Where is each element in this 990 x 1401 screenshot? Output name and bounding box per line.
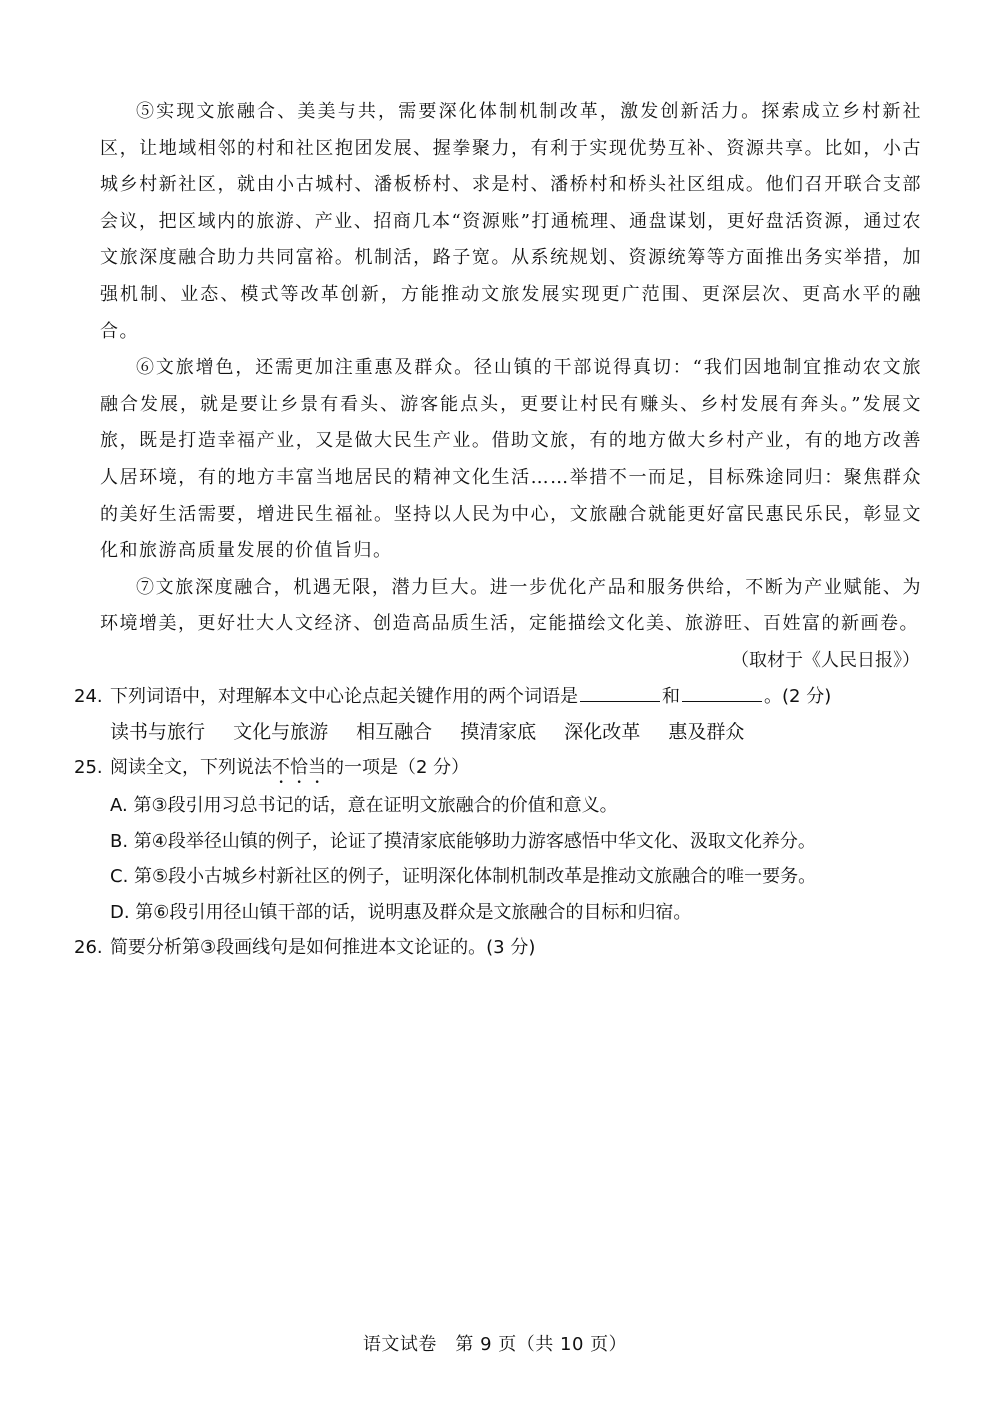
answer-blank-2[interactable] bbox=[682, 683, 762, 702]
question-text-and: 和 bbox=[662, 685, 680, 707]
word-option: 深化改革 bbox=[564, 720, 641, 743]
page-footer: 语文试卷 第 9 页（共 10 页） bbox=[362, 1334, 628, 1355]
paragraph-5: ⑤实现文旅融合、美美与共，需要深化体制机制改革，激发创新活力。探索成立乡村新社区，让地域相邻的村和社区抱团发展、握拳聚力，有利于实现优势互补、资源共享。比如，小古城乡村新社区，就由小古城村、潘板桥村、求是村、潘桥村和桥头社区组成。他们召开联合支部会议，把区域内的旅游、产业、招商几本“资源账”打通梳理、通盘谋划，更好盘活资源，通过农文旅深度融合助力共同富裕。机制活，路子宽。从系统规划、资源统筹等方面推出务实举措，加强机制、业态、模式等改革创新，方能推动文旅发展实现更广范围、更深层次、更高水平的融合。 bbox=[100, 101, 922, 342]
question-points: 。(2 分) bbox=[764, 685, 832, 707]
emphasized-text: 不恰当 bbox=[272, 756, 326, 778]
answer-blank-1[interactable] bbox=[580, 683, 660, 702]
option-c[interactable]: C. 第⑤段小古城乡村新社区的例子，证明深化体制机制改革是推动文旅融合的唯一要务。 bbox=[110, 866, 817, 888]
question-number: 24. bbox=[74, 685, 103, 707]
word-option: 摸清家底 bbox=[460, 720, 537, 743]
word-options bbox=[110, 714, 922, 750]
exam-page bbox=[74, 94, 922, 965]
question-number: 25. bbox=[74, 756, 103, 778]
question-number: 26. bbox=[74, 937, 103, 959]
word-option: 相互融合 bbox=[356, 720, 433, 743]
option-b[interactable]: B. 第④段举径山镇的例子，论证了摸清家底能够助力游客感悟中华文化、汲取文化养分。 bbox=[110, 830, 816, 852]
question-24 bbox=[74, 679, 922, 714]
question-text-end: 的一项是（2 分） bbox=[326, 756, 470, 778]
word-option: 惠及群众 bbox=[668, 720, 745, 743]
word-option: 文化与旅游 bbox=[233, 720, 329, 743]
question-text: 下列词语中，对理解本文中心论点起关键作用的两个词语是 bbox=[110, 685, 578, 707]
source-citation: （取材于《人民日报》） bbox=[731, 649, 920, 671]
word-option: 读书与旅行 bbox=[110, 720, 206, 743]
question-25 bbox=[74, 750, 922, 788]
question-text: 阅读全文，下列说法 bbox=[110, 756, 272, 778]
question-text: 简要分析第③段画线句是如何推进本文论证的。(3 分) bbox=[110, 937, 536, 959]
paragraph-7: ⑦文旅深度融合，机遇无限，潜力巨大。进一步优化产品和服务供给，不断为产业赋能、为环境增美，更好壮大人文经济、创造高品质生活，定能描绘文化美、旅游旺、百姓富的新画卷。 bbox=[100, 576, 922, 635]
option-d[interactable]: D. 第⑥段引用径山镇干部的话，说明惠及群众是文旅融合的目标和归宿。 bbox=[110, 901, 692, 923]
question-26 bbox=[74, 930, 922, 965]
option-a[interactable]: A. 第③段引用习总书记的话，意在证明文旅融合的价值和意义。 bbox=[110, 794, 618, 816]
paragraph-6: ⑥文旅增色，还需更加注重惠及群众。径山镇的干部说得真切：“我们因地制宜推动农文旅融合发展，就是要让乡景有看头、游客能点头，更要让村民有赚头、乡村发展有奔头。”发展文旅，既是打造幸福产业，又是做大民生产业。借助文旅，有的地方做大乡村产业，有的地方改善人居环境，有的地方丰富当地居民的精神文化生活……举措不一而足，目标殊途同归：聚焦群众的美好生活需要，增进民生福祉。坚持以人民为中心，文旅融合就能更好富民惠民乐民，彰显文化和旅游高质量发展的价值旨归。 bbox=[100, 357, 922, 562]
